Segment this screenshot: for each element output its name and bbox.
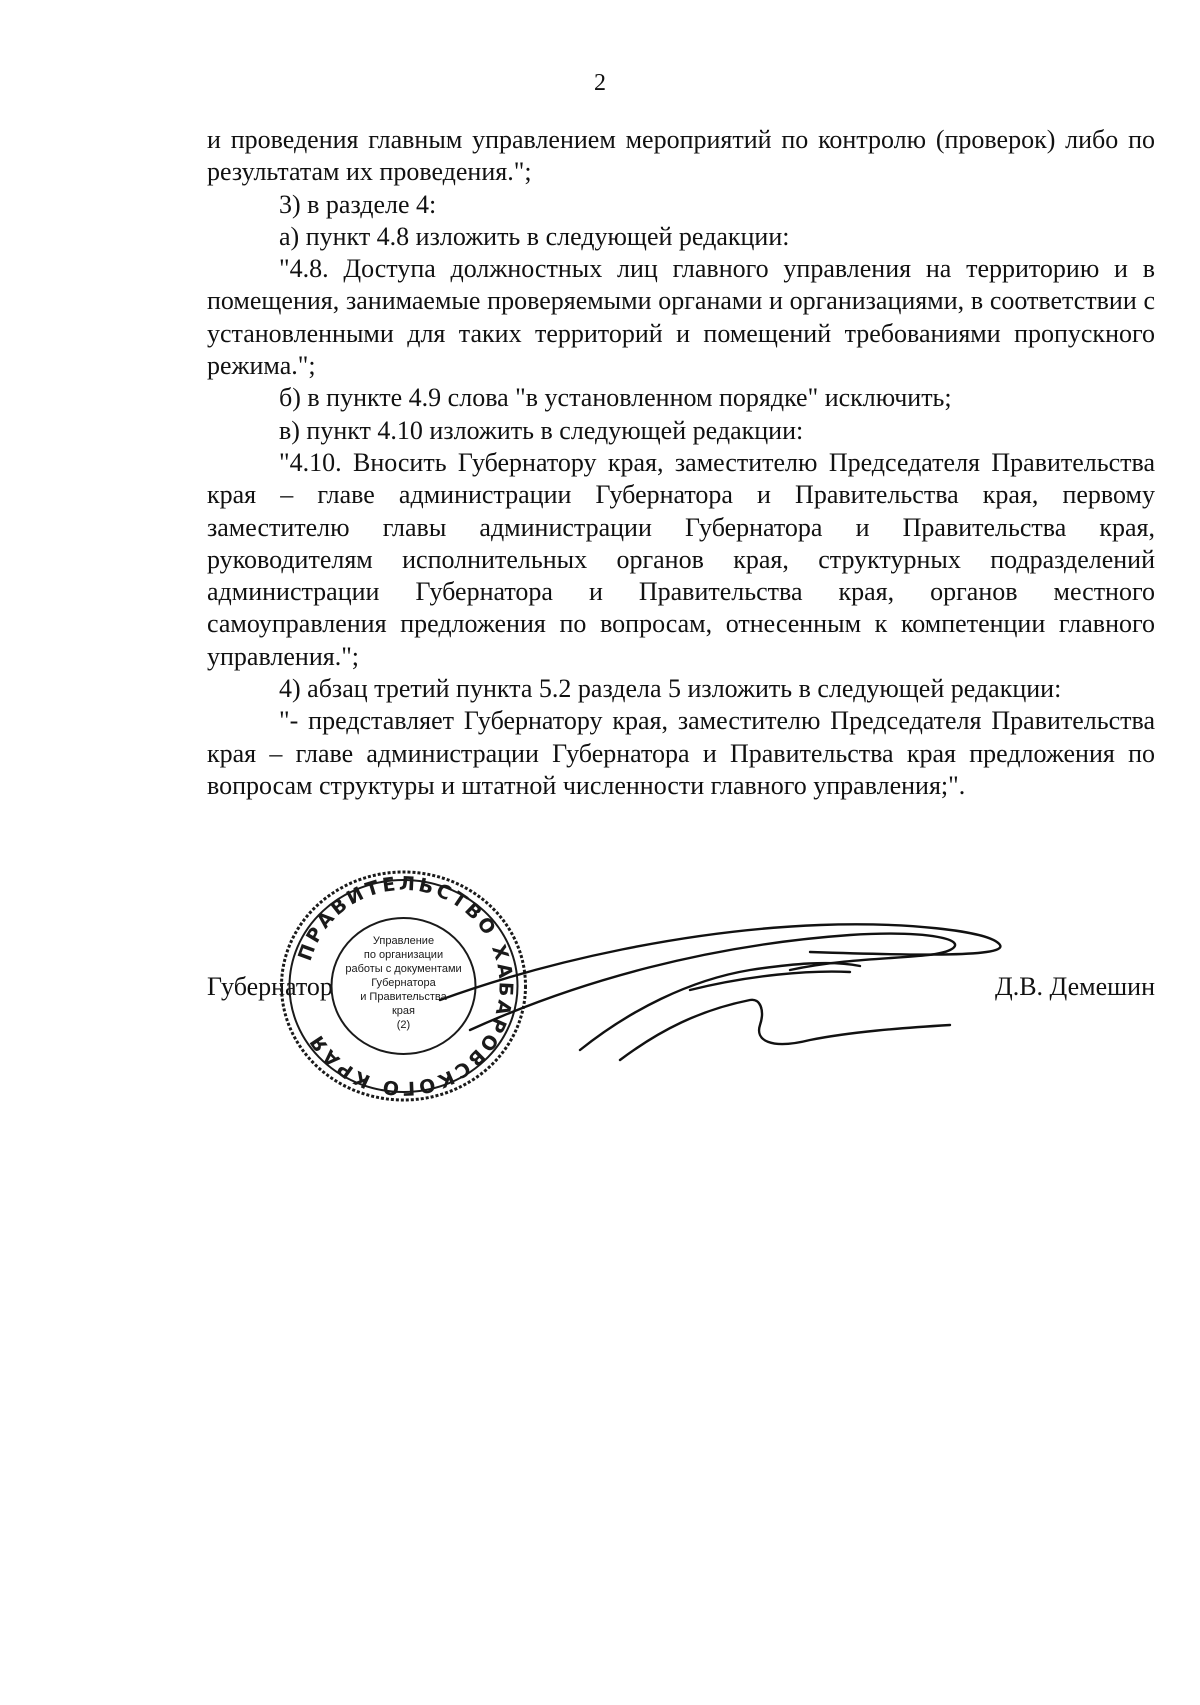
paragraph-item-b: б) в пункте 4.9 слова "в установленном порядке" исключить; (279, 383, 952, 413)
stamp-ring-text: ПРАВИТЕЛЬСТВО ХАБАРОВСКОГО КРАЯ (294, 872, 517, 1100)
svg-text:по организации: по организации (363, 949, 444, 961)
signatory-position: Губернатор (207, 972, 333, 1001)
paragraph-item-4: 4) абзац третий пункта 5.2 раздела 5 изложить в следующей редакции: (279, 674, 1062, 704)
handwritten-signature (430, 900, 1050, 1070)
paragraph-item-a: а) пункт 4.8 изложить в следующей редакции: (279, 221, 790, 251)
svg-text:края: края (391, 1005, 416, 1017)
page-number: 2 (594, 70, 606, 96)
paragraph-clause-4-8: "4.8. Доступа должностных лиц главного управления на территорию и в помещения, занимаемые проверяемыми органами и организациями, в соответствии с установленными для таких территорий и помещений требованиями пропускного режима."; (207, 254, 1155, 381)
svg-text:Управление: Управление (372, 935, 435, 947)
svg-text:Губернатора: Губернатора (371, 977, 436, 989)
svg-text:(2): (2) (396, 1019, 411, 1031)
signatory-name: Д.В. Демешин (994, 972, 1155, 1001)
document-body (207, 124, 1155, 802)
paragraph-continuation: и проведения главным управлением мероприятий по контролю (проверок) либо по результатам их проведения."; (207, 125, 1155, 187)
paragraph-section-4: 3) в разделе 4: (279, 189, 437, 219)
paragraph-clause-4-10: "4.10. Вносить Губернатору края, заместителю Председателя Правительства края – главе администрации Губернатора и Правительства края, первому заместителю главы администрации Губернатора и Правительства края, руководителям исполнительных органов края, структурных подразделений администрации Губернатора и Правительства края, органов местного самоуправления предложения по вопросам, отнесенным к компетенции главного управления."; (207, 447, 1155, 671)
svg-text:работы с документами: работы с документами (345, 963, 462, 975)
svg-text:и Правительства: и Правительства (360, 991, 447, 1003)
paragraph-item-v: в) пункт 4.10 изложить в следующей редакции: (279, 415, 804, 445)
paragraph-clause-5-2: "- представляет Губернатору края, заместителю Председателя Правительства края – главе администрации Губернатора и Правительства края предложения по вопросам структуры и штатной численности главного управления;". (207, 706, 1155, 800)
